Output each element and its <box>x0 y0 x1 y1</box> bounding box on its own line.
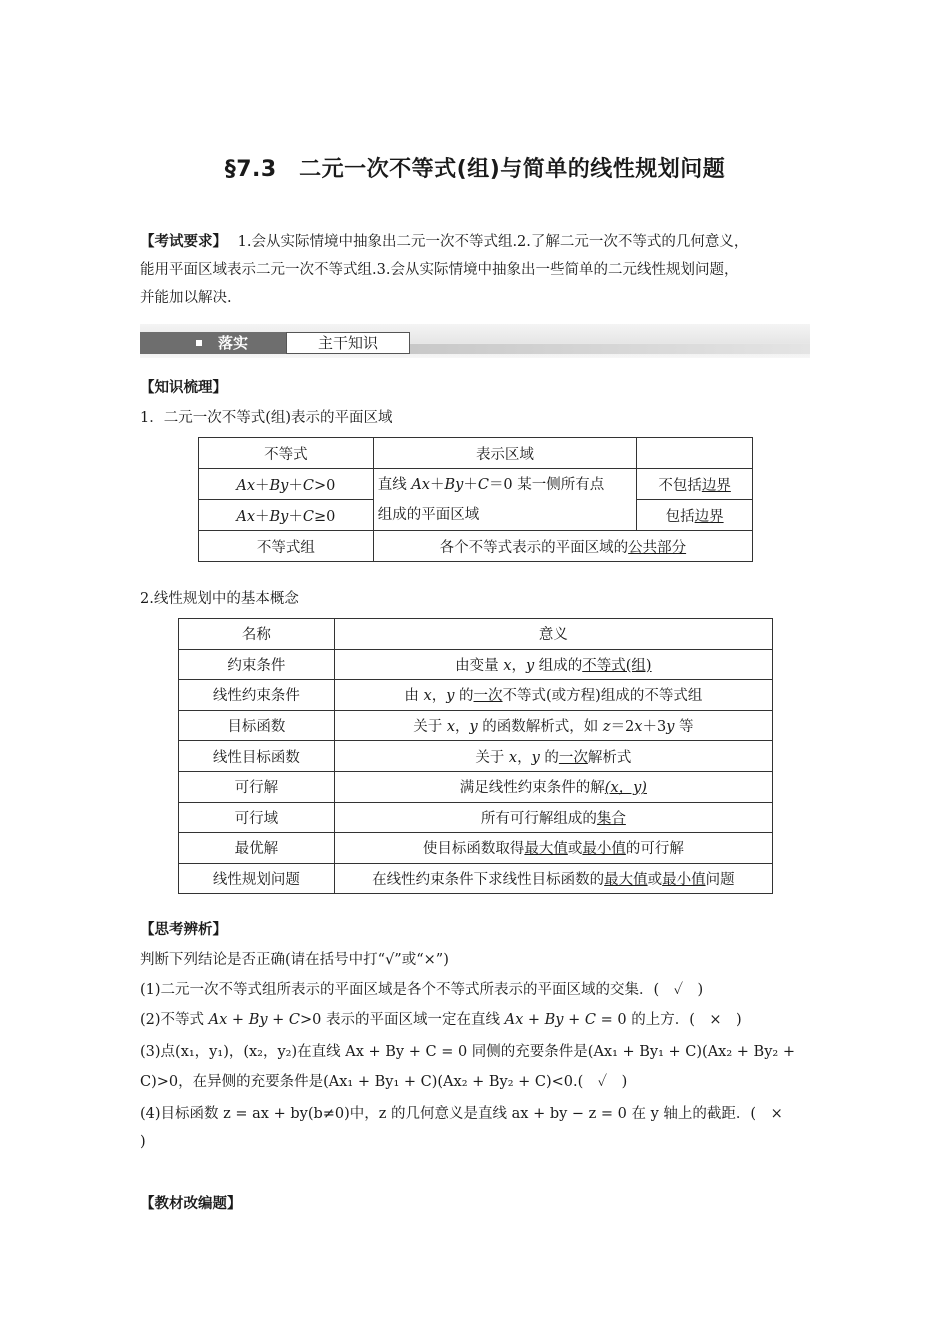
table-row <box>199 438 753 469</box>
region-table <box>198 437 753 562</box>
section-banner <box>140 324 810 358</box>
question-4: (4)目标函数 z = ax + by(b≠0)中，z 的几何意义是直线 ax + by − z = 0 在 y 轴上的截距．( × ) <box>140 1106 783 1150</box>
table-cell: 最优解 <box>179 833 335 864</box>
table-cell: 直线 Ax＋By＋C＝0 某一侧所有点 组成的平面区域 <box>373 469 636 531</box>
think-intro: 判断下列结论是否正确(请在括号中打“√”或“×”) <box>140 952 449 968</box>
answer-mark: × <box>770 1106 783 1122</box>
table-header: 名称 <box>179 619 335 650</box>
table-row <box>179 710 773 741</box>
item-2-heading: 2.线性规划中的基本概念 <box>140 591 299 607</box>
page-title: §7.3 二元一次不等式(组)与简单的线性规划问题 <box>224 157 726 182</box>
requirements-line-1: 1.会从实际情境中抽象出二元一次不等式组.2.了解二元一次不等式的几何意义， <box>237 234 749 250</box>
table-cell: 不等式组 <box>199 531 374 562</box>
banner-light-label: 主干知识 <box>286 332 410 354</box>
table-row <box>179 863 773 894</box>
square-bullet-icon <box>196 340 202 346</box>
table-cell: 由 x，y 的一次不等式(或方程)组成的不等式组 <box>334 680 772 711</box>
table-cell: 关于 x，y 的函数解析式，如 z＝2x＋3y 等 <box>334 710 772 741</box>
banner-tail <box>410 344 810 354</box>
table-cell: Ax＋By＋C≥0 <box>199 500 374 531</box>
table-cell: 各个不等式表示的平面区域的公共部分 <box>373 531 752 562</box>
table-cell: 线性目标函数 <box>179 741 335 772</box>
table-cell: 关于 x，y 的一次解析式 <box>334 741 772 772</box>
table-row <box>179 741 773 772</box>
table-cell: 满足线性约束条件的解(x，y) <box>334 771 772 802</box>
table-header: 表示区域 <box>373 438 636 469</box>
question-2: (2)不等式 Ax + By + C>0 表示的平面区域一定在直线 Ax + By + C = 0 的上方．( × ) <box>140 1012 742 1028</box>
question-3: (3)点(x₁，y₁)，(x₂，y₂)在直线 Ax + By + C = 0 同侧的充要条件是(Ax₁ + By₁ + C)(Ax₂ + By₂ + C)>0，在异侧的充要条件是(Ax₁ + By₁ + C)(Ax₂ + By₂ + C)<0.( ✓ ) <box>140 1044 795 1090</box>
table-cell: 包括边界 <box>637 500 753 531</box>
table-cell: 使目标函数取得最大值或最小值的可行解 <box>334 833 772 864</box>
section-knowledge: 【知识梳理】 <box>140 380 227 396</box>
table-cell: 不包括边界 <box>637 469 753 500</box>
requirements-line-2: 能用平面区域表示二元一次不等式组.3.会从实际情境中抽象出一些简单的二元线性规划问题， <box>140 262 739 278</box>
table-cell: 所有可行解组成的集合 <box>334 802 772 833</box>
exam-requirements <box>140 228 820 312</box>
table-cell: 由变量 x，y 组成的不等式(组) <box>334 649 772 680</box>
table-row <box>179 771 773 802</box>
answer-mark: × <box>709 1012 722 1028</box>
table-row <box>179 680 773 711</box>
table-row <box>179 833 773 864</box>
table-cell: Ax＋By＋C>0 <box>199 469 374 500</box>
table-row <box>179 649 773 680</box>
table-cell: 可行域 <box>179 802 335 833</box>
answer-mark: ✓ <box>597 1074 608 1090</box>
requirements-line-3: 并能加以解决. <box>140 290 232 306</box>
requirements-label: 【考试要求】 <box>140 234 227 250</box>
item-1-heading: 1．二元一次不等式(组)表示的平面区域 <box>140 410 393 426</box>
table-row <box>179 619 773 650</box>
banner-dark-label: 落实 <box>140 332 286 354</box>
table-cell: 线性约束条件 <box>179 680 335 711</box>
answer-mark: ✓ <box>673 982 684 998</box>
table-header: 不等式 <box>199 438 374 469</box>
table-cell: 可行解 <box>179 771 335 802</box>
table-cell: 线性规划问题 <box>179 863 335 894</box>
table-row <box>199 531 753 562</box>
table-row <box>179 802 773 833</box>
section-textbook: 【教材改编题】 <box>140 1196 242 1212</box>
table-cell: 目标函数 <box>179 710 335 741</box>
table-cell: 在线性约束条件下求线性目标函数的最大值或最小值问题 <box>334 863 772 894</box>
section-think: 【思考辨析】 <box>140 922 227 938</box>
table-header: 意义 <box>334 619 772 650</box>
table-header <box>637 438 753 469</box>
question-1: (1)二元一次不等式组所表示的平面区域是各个不等式所表示的平面区域的交集．( ✓ ) <box>140 982 704 998</box>
concept-table <box>178 618 773 894</box>
table-row <box>199 469 753 500</box>
table-cell: 约束条件 <box>179 649 335 680</box>
